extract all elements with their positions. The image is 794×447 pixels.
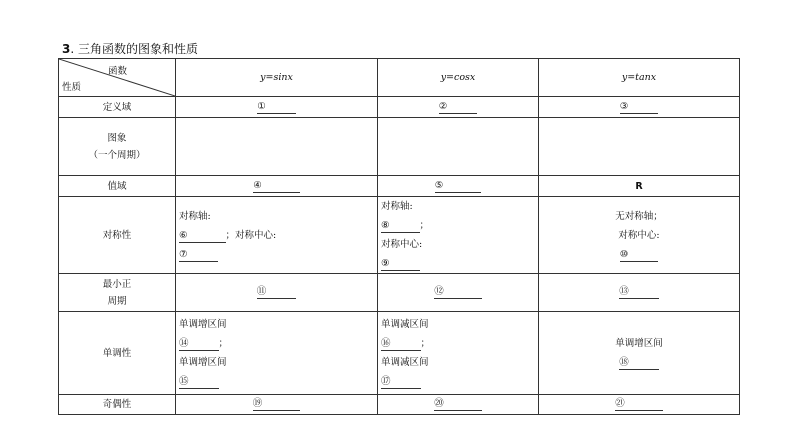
row-range bbox=[59, 176, 740, 197]
blank-5: ⑤ bbox=[435, 180, 482, 193]
blank-11: ⑪ bbox=[257, 286, 297, 299]
blank-2: ② bbox=[439, 101, 478, 114]
symmetry-cos-cell bbox=[378, 197, 539, 274]
blank-17: ⑰ bbox=[381, 376, 421, 389]
graph-cell-sin bbox=[176, 118, 378, 176]
monotonic-cos-semicolon: ； bbox=[420, 338, 431, 349]
blank-3: ③ bbox=[620, 101, 659, 114]
symmetry-sin-cell bbox=[176, 197, 378, 274]
symmetry-sin-axis-label: 对称轴: bbox=[179, 210, 211, 222]
monotonic-tan-cell bbox=[539, 312, 740, 395]
blank-15: ⑮ bbox=[179, 376, 219, 389]
blank-4: ④ bbox=[253, 180, 300, 193]
corner-label-property: 性质 bbox=[62, 82, 82, 93]
row-parity bbox=[59, 395, 740, 415]
corner-cell bbox=[59, 59, 176, 97]
range-tan-value: R bbox=[539, 176, 740, 197]
symmetry-cos-semicolon: ； bbox=[419, 220, 430, 231]
period-label-line2: 周期 bbox=[107, 295, 127, 307]
row-symmetry bbox=[59, 197, 740, 274]
graph-cell-cos bbox=[378, 118, 539, 176]
row-graph bbox=[59, 118, 740, 176]
section-heading bbox=[62, 40, 198, 57]
symmetry-cos-center-label: 对称中心: bbox=[381, 239, 423, 250]
monotonic-cos-cell bbox=[378, 312, 539, 395]
row-domain bbox=[59, 97, 740, 118]
row-period bbox=[59, 274, 740, 312]
section-title: 三角函数的图象和性质 bbox=[78, 42, 199, 56]
row-label-period bbox=[59, 274, 176, 312]
column-header-cos: y=cosx bbox=[378, 59, 539, 97]
blank-8: ⑧ bbox=[381, 220, 420, 233]
blank-18: ⑱ bbox=[619, 357, 659, 370]
blank-12: ⑫ bbox=[434, 286, 482, 299]
blank-19: ⑲ bbox=[253, 398, 301, 411]
graph-label-line1: 图象 bbox=[107, 132, 127, 144]
blank-1: ① bbox=[257, 101, 296, 114]
blank-7: ⑦ bbox=[179, 249, 218, 262]
section-number: 3 bbox=[62, 42, 71, 56]
column-header-sin: y=sinx bbox=[176, 59, 378, 97]
symmetry-cos-axis-label: 对称轴: bbox=[381, 201, 413, 212]
symmetry-tan-no-axis: 无对称轴； bbox=[615, 210, 663, 222]
graph-label-line2: （一个周期） bbox=[88, 149, 146, 161]
monotonic-sin-cell bbox=[176, 312, 378, 395]
symmetry-tan-center-label: 对称中心: bbox=[618, 229, 660, 241]
blank-14: ⑭ bbox=[179, 338, 219, 351]
monotonic-sin-semicolon: ； bbox=[218, 338, 229, 349]
blank-21: ㉑ bbox=[615, 398, 663, 411]
blank-6: ⑥ bbox=[179, 230, 226, 243]
blank-20: ⑳ bbox=[434, 398, 482, 411]
symmetry-sin-center-label: ；对称中心: bbox=[225, 229, 277, 241]
monotonic-cos-label2: 单调减区间 bbox=[381, 357, 429, 368]
row-label-parity: 奇偶性 bbox=[59, 395, 176, 415]
blank-13: ⑬ bbox=[619, 286, 659, 299]
row-label-range: 值域 bbox=[59, 176, 176, 197]
column-header-tan: y=tanx bbox=[539, 59, 740, 97]
trig-properties-table bbox=[58, 58, 740, 415]
period-label-line1: 最小正 bbox=[102, 278, 132, 290]
blank-9: ⑨ bbox=[381, 258, 420, 271]
monotonic-sin-label1: 单调增区间 bbox=[179, 319, 227, 330]
corner-label-function: 函数 bbox=[107, 66, 127, 77]
graph-cell-tan bbox=[539, 118, 740, 176]
section-separator: . bbox=[70, 42, 75, 56]
row-label-graph bbox=[59, 118, 176, 176]
blank-10: ⑩ bbox=[620, 249, 659, 262]
row-label-domain: 定义域 bbox=[59, 97, 176, 118]
monotonic-cos-label1: 单调减区间 bbox=[381, 319, 429, 330]
symmetry-tan-cell bbox=[539, 197, 740, 274]
row-label-monotonicity: 单调性 bbox=[59, 312, 176, 395]
row-monotonicity bbox=[59, 312, 740, 395]
blank-16: ⑯ bbox=[381, 338, 421, 351]
monotonic-tan-label: 单调增区间 bbox=[615, 338, 663, 349]
row-label-symmetry: 对称性 bbox=[59, 197, 176, 274]
monotonic-sin-label2: 单调增区间 bbox=[179, 357, 227, 368]
table-header-row bbox=[59, 59, 740, 97]
